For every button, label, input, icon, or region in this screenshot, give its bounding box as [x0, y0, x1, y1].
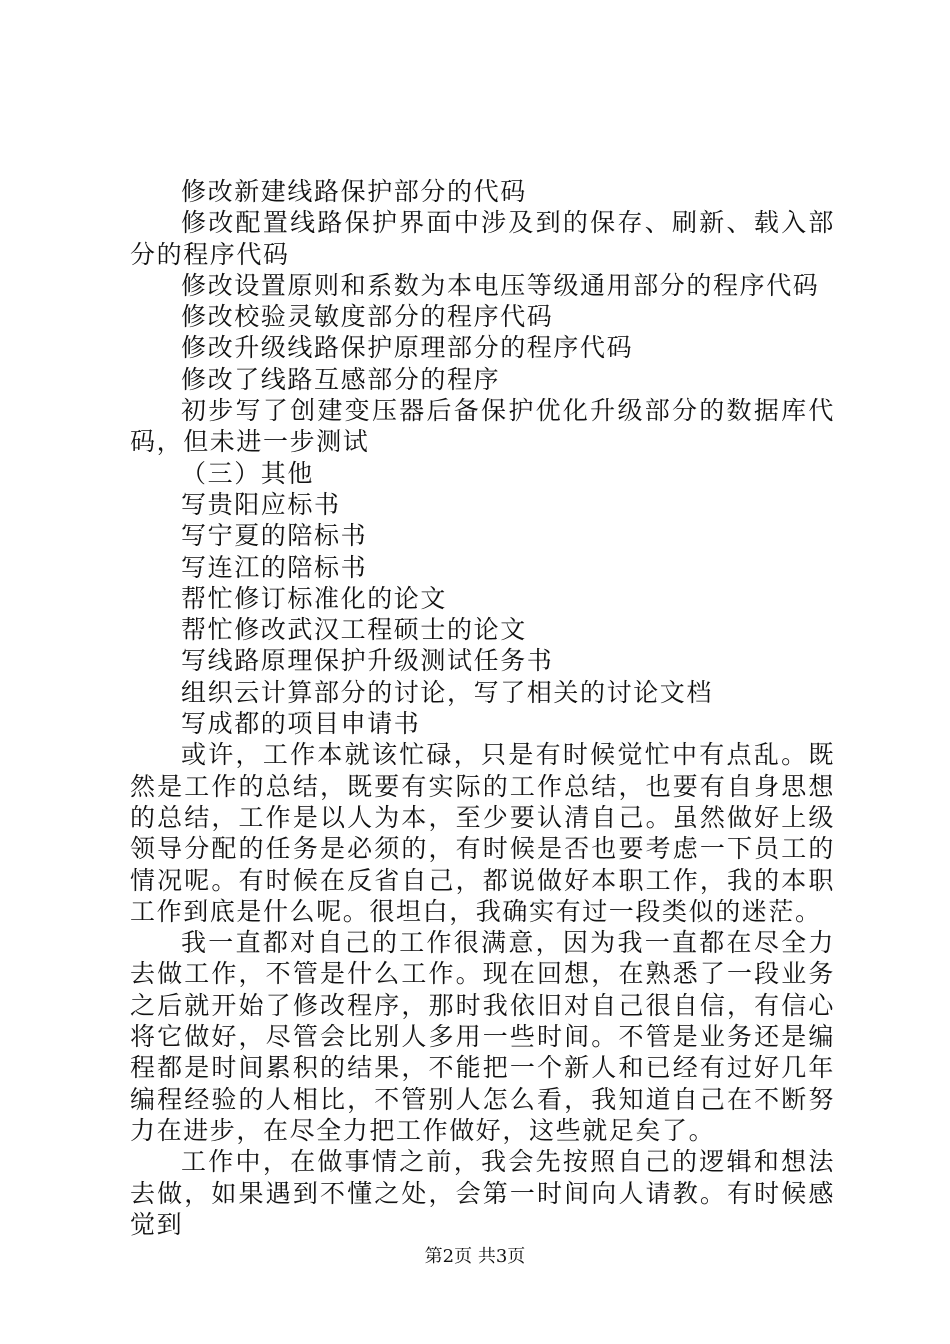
- paragraph: 或许，工作本就该忙碌，只是有时候觉忙中有点乱。既然是工作的总结，既要有实际的工作总结，也要有自身思想的总结，工作是以人为本，至少要认清自己。虽然做好上级领导分配的任务是必须的，有时候是否也要考虑一下员工的情况呢。有时候在反省自己，都说做好本职工作，我的本职工作到底是什么呢。很坦白，我确实有过一段类似的迷茫。: [130, 740, 835, 926]
- paragraph: 修改设置原则和系数为本电压等级通用部分的程序代码: [181, 270, 820, 300]
- paragraph: 帮忙修订标准化的论文: [181, 583, 448, 613]
- paragraph: 写贵阳应标书: [181, 489, 341, 519]
- paragraph: 初步写了创建变压器后备保护优化升级部分的数据库代码，但未进一步测试: [130, 396, 835, 457]
- paragraph: 组织云计算部分的讨论，写了相关的讨论文档: [181, 677, 714, 707]
- section-heading: （三）其他: [181, 458, 315, 488]
- document-body: [130, 176, 835, 1240]
- paragraph: 工作中，在做事情之前，我会先按照自己的逻辑和想法去做，如果遇到不懂之处，会第一时间向人请教。有时候感觉到: [130, 1147, 835, 1239]
- paragraph: 写连江的陪标书: [181, 552, 368, 582]
- paragraph: 帮忙修改武汉工程硕士的论文: [181, 615, 527, 645]
- paragraph: 修改新建线路保护部分的代码: [181, 177, 527, 206]
- paragraph: 修改校验灵敏度部分的程序代码: [181, 302, 554, 332]
- paragraph: 写线路原理保护升级测试任务书: [181, 646, 554, 676]
- paragraph: 写成都的项目申请书: [181, 709, 421, 739]
- paragraph: 我一直都对自己的工作很满意，因为我一直都在尽全力去做工作，不管是什么工作。现在回想，在熟悉了一段业务之后就开始了修改程序，那时我依旧对自己很自信，有信心将它做好，尽管会比别人多用一些时间。不管是业务还是编程都是时间累积的结果，不能把一个新人和已经有过好几年编程经验的人相比，不管别人怎么看，我知道自己在不断努力在进步，在尽全力把工作做好，这些就足矣了。: [130, 928, 835, 1145]
- paragraph: 写宁夏的陪标书: [181, 521, 368, 551]
- page-number-footer: 第2页 共3页: [424, 1246, 526, 1267]
- paragraph: 修改配置线路保护界面中涉及到的保存、刷新、载入部分的程序代码: [130, 208, 835, 269]
- paragraph: 修改了线路互感部分的程序: [181, 364, 501, 394]
- paragraph: 修改升级线路保护原理部分的程序代码: [181, 333, 634, 363]
